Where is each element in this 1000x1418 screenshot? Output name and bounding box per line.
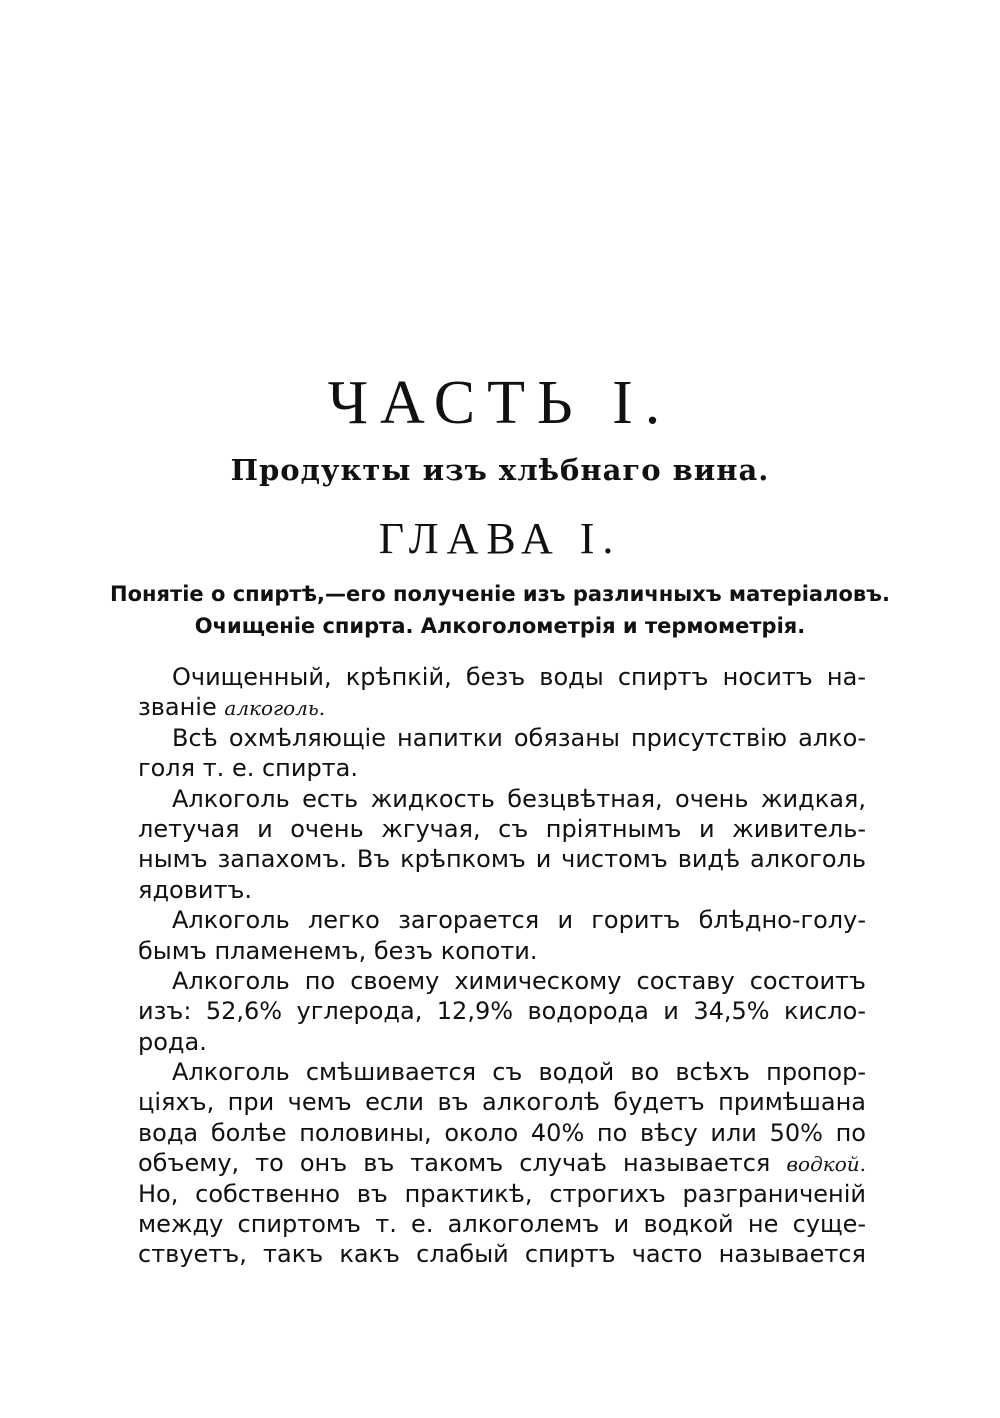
part-subtitle: Продукты изъ хлѣбнаго вина. bbox=[230, 453, 770, 487]
paragraph-line: Алкоголь по своему химическому составу состоитъ bbox=[172, 966, 866, 995]
paragraph-line: Очищенный, крѣпкій, безъ воды спиртъ носитъ на- bbox=[172, 663, 866, 691]
paragraph-line bbox=[138, 1148, 866, 1178]
chapter-heading bbox=[0, 578, 1000, 642]
emphasis-term: алкоголь. bbox=[224, 696, 326, 721]
paragraph-line: Алкоголь легко загорается и горитъ блѣдно-голу- bbox=[172, 906, 866, 935]
paragraph-line: голя т. е. спирта. bbox=[138, 754, 358, 783]
paragraph-line: летучая и очень жгучая, съ пріятнымъ и живитель- bbox=[138, 814, 866, 843]
paragraph-line: Алкоголь есть жидкость безцвѣтная, очень жидкая, bbox=[172, 784, 866, 813]
paragraph-line: изъ: 52,6% углерода, 12,9% водорода и 34,5% кисло- bbox=[138, 997, 866, 1026]
paragraph-line: ціяхъ, при чемъ если въ алкоголѣ будетъ примѣшана bbox=[138, 1088, 866, 1117]
line-text: званіе bbox=[138, 693, 217, 722]
paragraph-line: Всѣ охмѣляющіе напитки обязаны присутствію алко- bbox=[172, 723, 866, 752]
paragraph-line: бымъ пламенемъ, безъ копоти. bbox=[138, 936, 538, 965]
paragraph-line bbox=[138, 692, 866, 722]
part-title: ЧАСТЬ I. bbox=[327, 369, 673, 437]
line-text: объему, то онъ въ такомъ случаѣ называется bbox=[138, 1149, 771, 1178]
chapter-heading-line: Понятіе о спиртѣ,—его полученіе изъ различныхъ матеріаловъ. bbox=[110, 582, 890, 606]
paragraph-line: нымъ запахомъ. Въ крѣпкомъ и чистомъ видѣ алкоголь bbox=[138, 845, 866, 874]
paragraph-line: Но, собственно въ практикѣ, строгихъ разграниченій bbox=[138, 1179, 866, 1208]
paragraph-line: Алкоголь смѣшивается съ водой во всѣхъ пропор- bbox=[172, 1058, 866, 1087]
paragraph-line: рода. bbox=[138, 1027, 207, 1056]
paragraph-line: между спиртомъ т. е. алкоголемъ и водкой не суще- bbox=[138, 1210, 866, 1239]
chapter-title: ГЛАВА I. bbox=[378, 514, 622, 563]
paragraph-line: ядовитъ. bbox=[138, 875, 253, 904]
body-text bbox=[138, 662, 866, 1270]
paragraph-line: вода болѣе половины, около 40% по вѣсу или 50% по bbox=[138, 1118, 866, 1147]
chapter-heading-line: Очищеніе спирта. Алкоголометрія и термометрія. bbox=[194, 614, 806, 638]
paragraph-line: ствуетъ, такъ какъ слабый спиртъ часто называется bbox=[138, 1240, 866, 1269]
emphasis-term: водкой. bbox=[786, 1152, 866, 1177]
